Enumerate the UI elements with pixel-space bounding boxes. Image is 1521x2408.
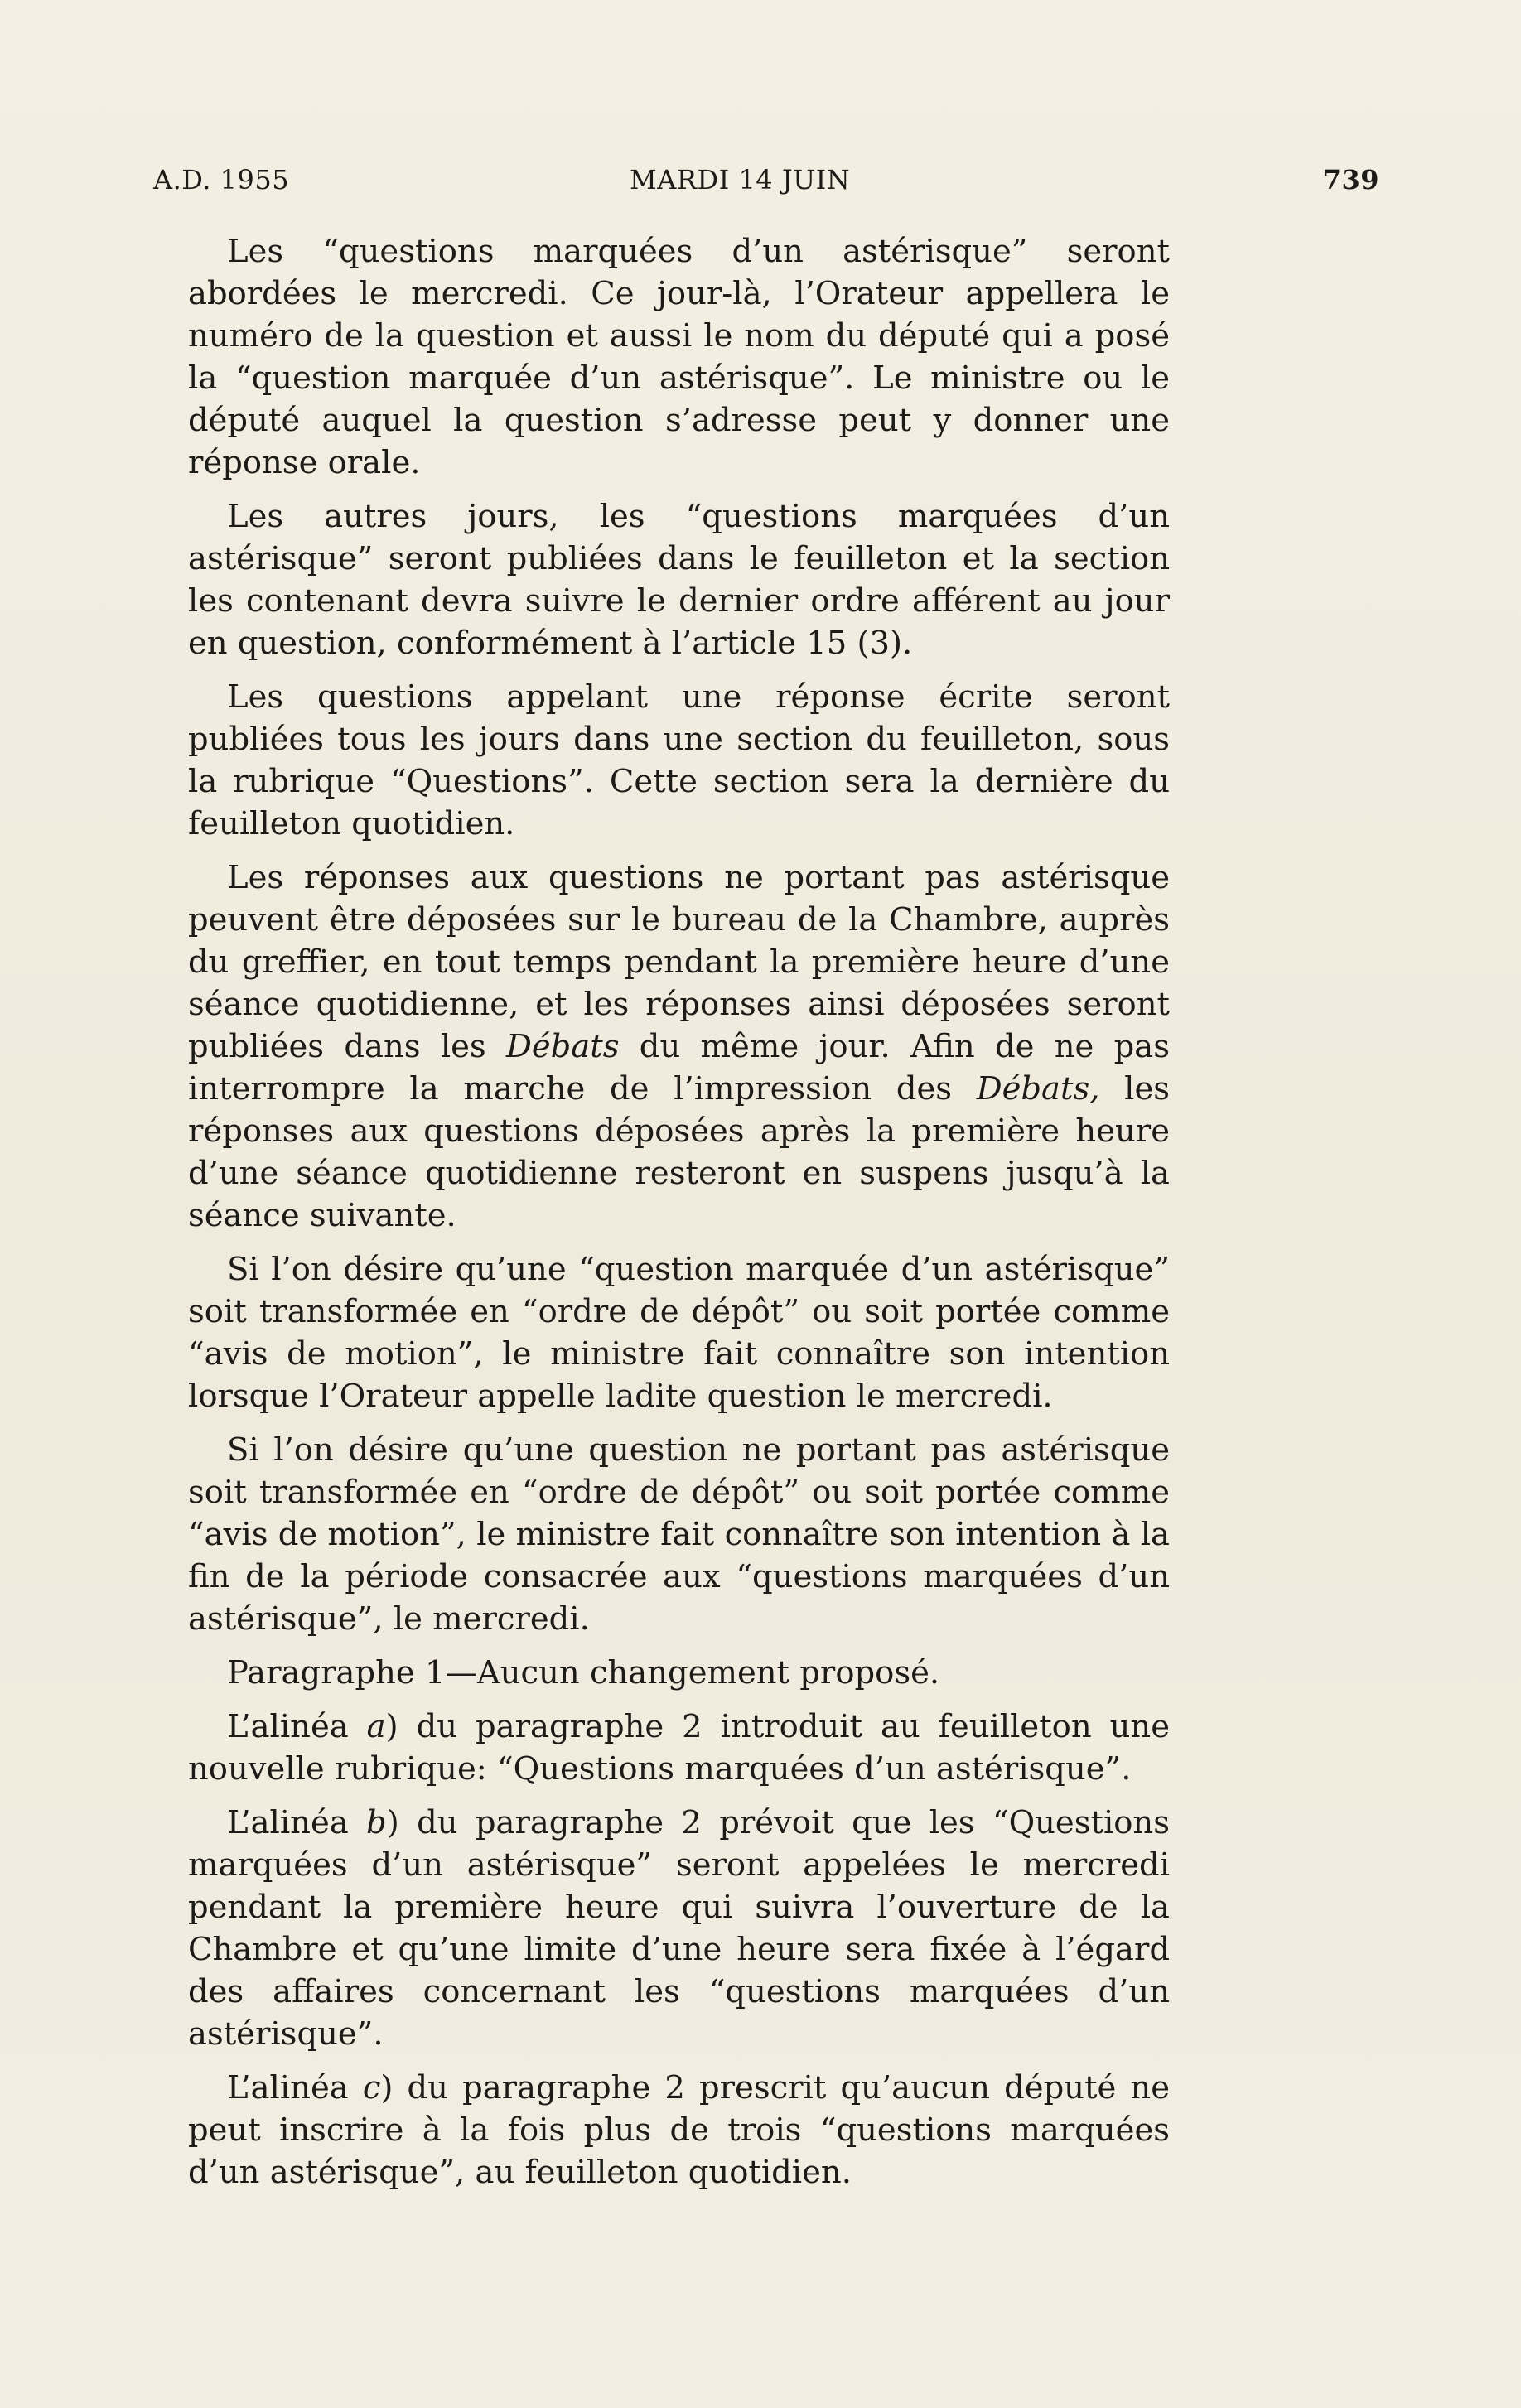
- paragraph-unstarred-transform: Si l’on désire qu’une question ne portant pas astérisque soit transformée en “ordre de dépôt” ou soit portée comme “avis de motion”, le ministre fait connaître son intention à la fin de la période consacrée aux “questions marquées d’un astérisque”, le mercredi.: [188, 1431, 1170, 1638]
- paragraph-alinea-c: L’alinéa c) du paragraphe 2 prescrit qu’aucun député ne peut inscrire à la fois plus de trois “questions marquées d’un astérisque”, au feuilleton quotidien.: [188, 2069, 1170, 2191]
- page-number: 739: [1322, 164, 1379, 195]
- paragraph-written-questions: Les questions appelant une réponse écrite seront publiées tous les jours dans une section du feuilleton, sous la rubrique “Questions”. Cette section sera la dernière du feuilleton quotidien.: [188, 678, 1170, 842]
- paragraph-other-days: Les autres jours, les “questions marquées d’un astérisque” seront publiées dans le feuilleton et la section les contenant devra suivre le dernier ordre afférent au jour en question, conformément à l’article 15 (3).: [188, 498, 1170, 662]
- paragraph-answers-deposit: Les réponses aux questions ne portant pas astérisque peuvent être déposées sur le bureau de la Chambre, auprès du greffier, en tout temps pendant la première heure d’une séance quotidienne, et les réponses ainsi déposées seront publiées dans les Débats du même jour. Afin de ne pas interrompre la marche de l’impression des Débats, les réponses aux questions déposées après la première heure d’une séance quotidienne resteront en suspens jusqu’à la séance suivante.: [188, 859, 1171, 1234]
- paragraph-alinea-b: L’alinéa b) du paragraphe 2 prévoit que les “Questions marquées d’un astérisque” seront appelées le mercredi pendant la première heure qui suivra l’ouverture de la Chambre et qu’une limite d’une heure sera fixée à l’égard des affaires concernant les “questions marquées d’un astérisque”.: [188, 1804, 1170, 2053]
- paragraph-section-1: Paragraphe 1—Aucun changement proposé.: [227, 1654, 940, 1691]
- header-date: MARDI 14 JUIN: [630, 164, 851, 195]
- header-year: A.D. 1955: [153, 164, 290, 195]
- running-header: [153, 164, 1379, 205]
- paragraph-oral-answers: Les “questions marquées d’un astérisque” seront abordées le mercredi. Ce jour-là, l’Orateur appellera le numéro de la question et aussi le nom du député qui a posé la “question marquée d’un astérisque”. Le ministre ou le député auquel la question s’adresse peut y donner une réponse orale.: [188, 233, 1170, 481]
- paragraph-alinea-a: L’alinéa a) du paragraphe 2 introduit au feuilleton une nouvelle rubrique: “Questions marquées d’un astérisque”.: [188, 1708, 1170, 1788]
- paragraph-starred-transform: Si l’on désire qu’une “question marquée d’un astérisque” soit transformée en “ordre de dépôt” ou soit portée comme “avis de motion”, le ministre fait connaître son intention lorsque l’Orateur appelle ladite question le mercredi.: [188, 1251, 1170, 1415]
- body-text: [188, 230, 1170, 2193]
